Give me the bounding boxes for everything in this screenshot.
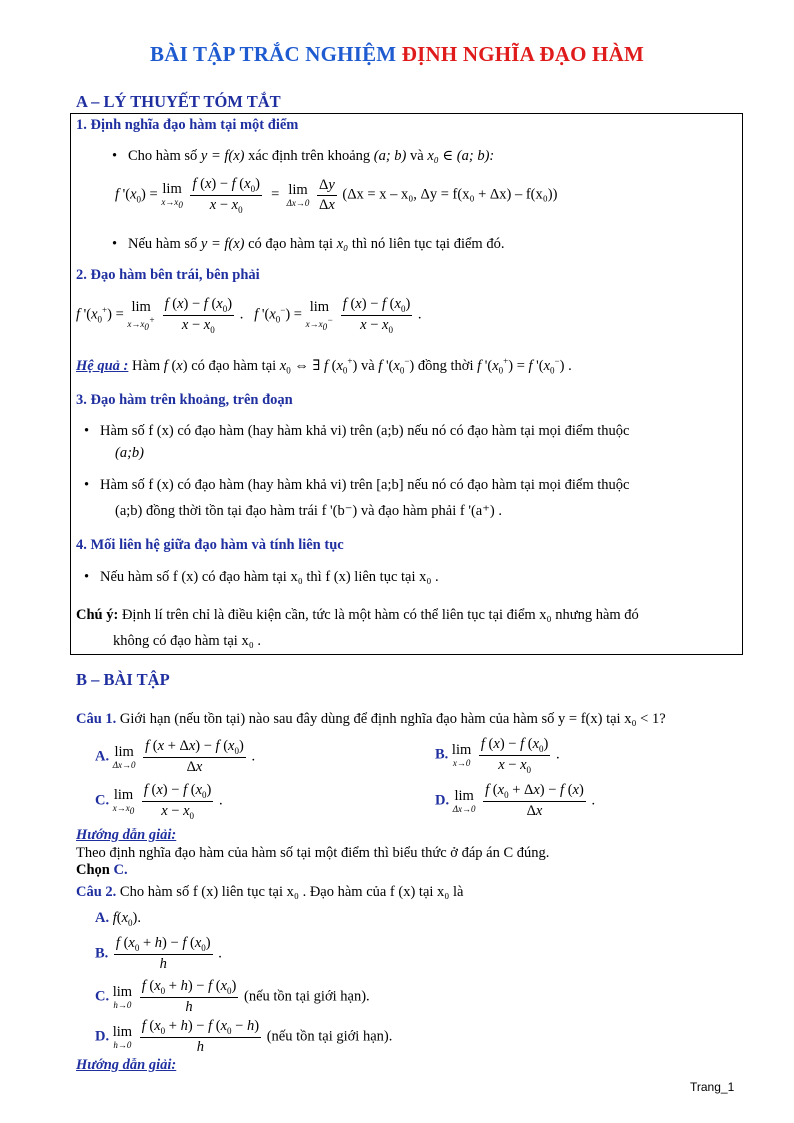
theory-s2-title: 2. Đạo hàm bên trái, bên phải: [76, 267, 260, 283]
q1-option-b[interactable]: B. lim x→0 $\frac{f (x) - f (x_0)}{x - x_0}$ .: [435, 736, 560, 775]
theory-note-cont: không có đạo hàm tại x₀ .: [113, 633, 262, 649]
theory-s1-title: 1. Định nghĩa đạo hàm tại một điểm: [76, 117, 299, 133]
theory-s1-bullet2: • Nếu hàm số y = f(x) có đạo hàm tại x₀ thì nó liên tục tại điểm đó.: [112, 236, 505, 252]
theory-s3-title: 3. Đạo hàm trên khoảng, trên đoạn: [76, 392, 293, 408]
q1-answer: Chọn C.: [76, 862, 128, 878]
q1-option-c[interactable]: C. lim $x\to x_0$ $\frac{f (x) - f (x_0)}{x - x_0}$ .: [95, 782, 223, 821]
q2-guide-heading: Hướng dẫn giải:: [76, 1057, 177, 1073]
corollary: Hệ quả : Hàm f (x) có đạo hàm tại $x_0$ ⇔ ∃ f $(x_0^+)$ và f '$(x_0^-)$ đồng thời f '$(x_0^+) = f$ '$(x_0^-)$ .: [76, 356, 572, 376]
theory-s4-bullet1: • Nếu hàm số f (x) có đạo hàm tại x₀ thì f (x) liên tục tại x₀ .: [84, 569, 439, 585]
q1-option-a[interactable]: A. lim Δx→0 $\frac{f (x + \Delta x) - f (x_0)}{\Delta x}$ .: [95, 738, 256, 775]
derivative-definition-formula: f '$(x_0)$ = lim $x\to x_0$ $\frac{f (x) - f (x_0)}{x - x_0}$ = lim Δx→0 $\frac{\Delta y}{\Delta x}$ (Δx = x – x₀, Δy = f(x₀ + Δx) – f(x₀)): [115, 176, 558, 215]
section-a-heading: A – LÝ THUYẾT TÓM TẮT: [76, 92, 281, 111]
page-title: BÀI TẬP TRẮC NGHIỆM ĐỊNH NGHĨA ĐẠO HÀM: [150, 42, 644, 66]
theory-s3-bullet2-cont: (a;b) đồng thời tồn tại đạo hàm trái f '(b⁻) và đạo hàm phải f '(a⁺) .: [115, 503, 502, 519]
page-number: Trang_1: [690, 1080, 735, 1094]
one-sided-derivatives-formula: f '$(x_0^+)$ = lim $x\to x_0^+$ $\frac{f (x) - f (x_0)}{x - x_0}$ . f '$(x_0^-)$ = lim $x\to x_0^-$ $\frac{f (x) - f (x_0)}{x - x_0}$ .: [76, 296, 422, 335]
definition-note: (Δx = x – x₀, Δy = f(x₀ + Δx) – f(x₀)): [342, 186, 558, 203]
theory-s3-bullet2: • Hàm số f (x) có đạo hàm (hay hàm khả vi) trên [a;b] nếu nó có đạo hàm tại mọi điểm thuộc: [84, 477, 630, 493]
q2-option-b[interactable]: B. $\frac{f (x_0 + h) - f (x_0)}{h}$ .: [95, 935, 222, 972]
theory-s1-bullet1: • Cho hàm số y = f(x) xác định trên khoảng (a; b) và x₀ ∈ (a; b):: [112, 148, 495, 164]
q1-explanation: Theo định nghĩa đạo hàm của hàm số tại một điểm thì biểu thức ở đáp án C đúng.: [76, 845, 550, 861]
q2-option-a[interactable]: A. $f(x_0)$.: [95, 910, 142, 928]
question-2: Câu 2. Cho hàm số f (x) liên tục tại x₀ . Đạo hàm của f (x) tại x₀ là: [76, 884, 464, 900]
theory-s4-title: 4. Mối liên hệ giữa đạo hàm và tính liên tục: [76, 537, 344, 553]
theory-note: Chú ý: Định lí trên chỉ là điều kiện cần, tức là một hàm có thể liên tục tại điểm x₀ nhưng hàm đó: [76, 607, 639, 623]
q1-option-d[interactable]: D. lim Δx→0 $\frac{f (x_0 + \Delta x) - f (x)}{\Delta x}$ .: [435, 782, 596, 819]
q2-option-c[interactable]: C. lim h→0 $\frac{f (x_0 + h) - f (x_0)}{h}$ (nếu tồn tại giới hạn).: [95, 978, 370, 1015]
question-1: Câu 1. Giới hạn (nếu tồn tại) nào sau đây dùng để định nghĩa đạo hàm của hàm số y = f(x) tại x₀ < 1?: [76, 711, 666, 727]
theory-s3-bullet1-cont: (a;b): [115, 445, 144, 461]
q2-option-d[interactable]: D. lim h→0 $\frac{f (x_0 + h) - f (x_0 - h)}{h}$ (nếu tồn tại giới hạn).: [95, 1018, 393, 1055]
section-b-heading: B – BÀI TẬP: [76, 670, 170, 689]
theory-s3-bullet1: • Hàm số f (x) có đạo hàm (hay hàm khả vi) trên (a;b) nếu nó có đạo hàm tại mọi điểm thuộc: [84, 423, 630, 439]
q1-guide-heading: Hướng dẫn giải:: [76, 827, 177, 843]
